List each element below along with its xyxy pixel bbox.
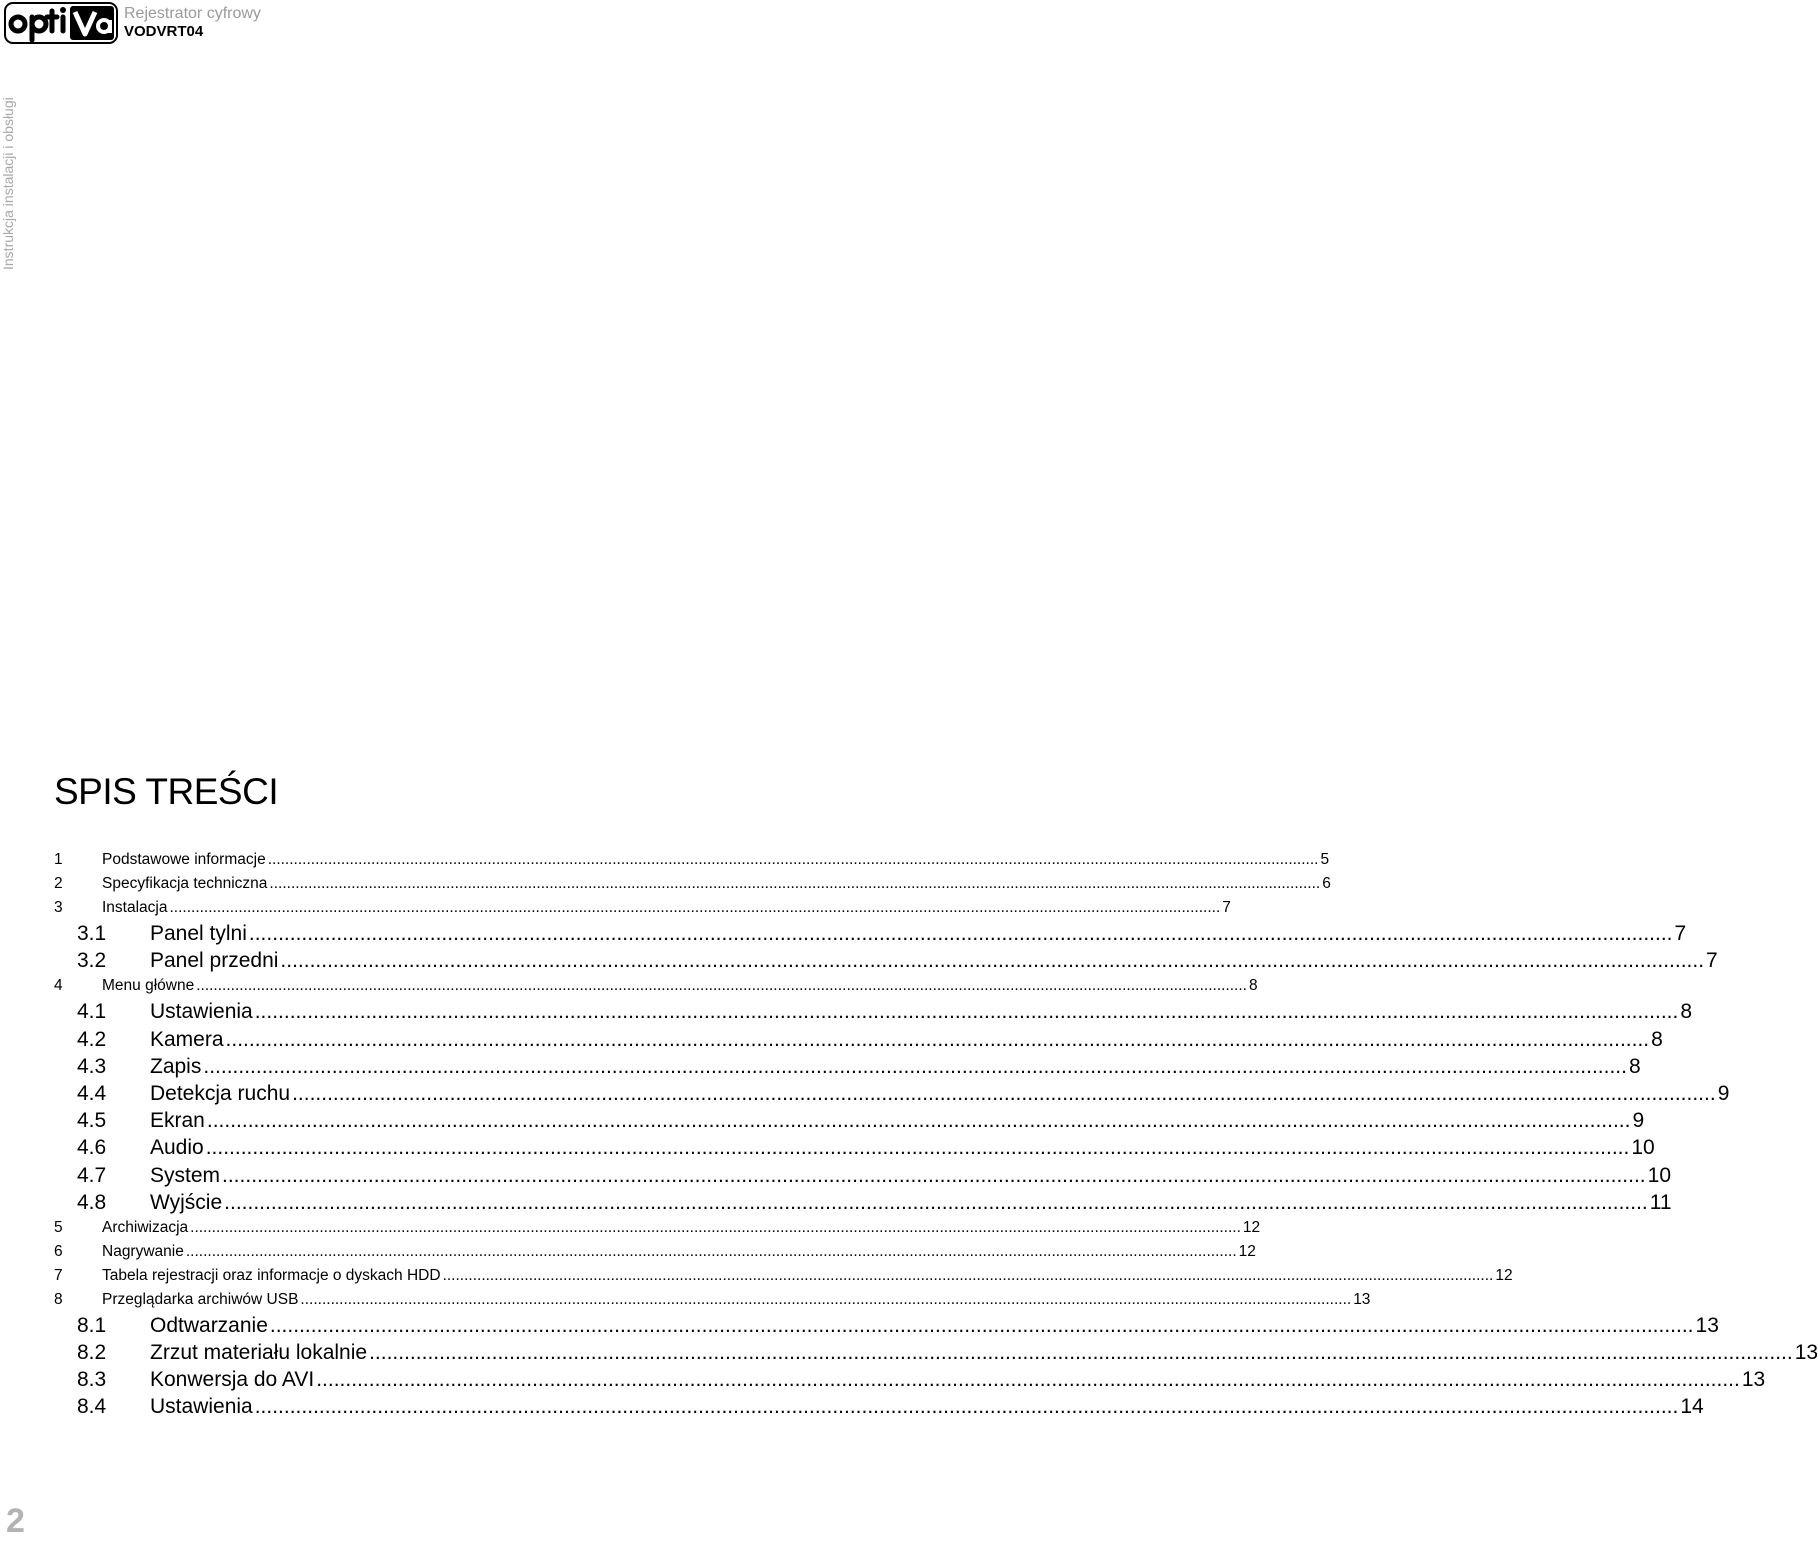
header-model: VODVRT04 [124,23,204,40]
toc-leader-dots [269,872,1320,896]
toc-leader-dots [255,998,1679,1025]
toc-leader-dots [300,1288,1351,1312]
toc-number: 8.3 [77,1368,107,1392]
toc-leader-dots [292,1080,1716,1107]
toc-entry[interactable] [54,1264,1513,1288]
toc-number: 4.5 [77,1109,107,1133]
toc-title: Menu główne [102,977,195,995]
toc-number: 7 [54,1266,63,1284]
toc-page-number: 12 [1495,1266,1513,1284]
toc-page-number: 12 [1242,1218,1261,1236]
side-label: Instrukcja instalacji i obsługi [0,97,16,270]
toc-leader-dots [190,1216,1241,1240]
toc-title: Odtwarzanie [150,1313,268,1337]
toc-page-number: 5 [1320,851,1330,868]
page-number: 2 [6,1502,25,1540]
toc-entry[interactable] [54,1216,1261,1240]
toc-entry[interactable] [54,1366,1766,1393]
page-title: SPIS TREŚCI [54,771,279,812]
toc-number: 1 [54,851,63,868]
toc-number: 8.4 [77,1395,107,1419]
toc-page-number: 8 [1651,1027,1663,1051]
toc-entry[interactable] [54,1026,1663,1053]
toc-number: 5 [54,1218,63,1236]
toc-page-number: 7 [1674,922,1687,945]
toc-leader-dots [224,1189,1648,1216]
toc-entry[interactable] [54,1107,1645,1134]
toc-title: Archiwizacja [102,1218,189,1236]
toc-number: 3.2 [77,949,107,973]
toc-leader-dots [443,1264,1494,1288]
toc-entry[interactable] [54,896,1231,920]
toc-leader-dots [316,1366,1740,1393]
toc-page-number: 7 [1222,899,1231,916]
toc-title: Panel tylni [150,922,247,945]
toc-title: Detekcja ruchu [150,1081,291,1105]
toc-title: Zrzut materiału lokalnie [150,1341,368,1365]
toc-page-number: 13 [1695,1313,1719,1337]
toc-page-number: 11 [1649,1190,1672,1214]
toc-title: Tabela rejestracji oraz informacje o dyskach HDD [102,1266,441,1284]
toc-title: System [150,1163,221,1187]
toc-page-number: 10 [1647,1163,1671,1187]
header-subtitle: Rejestrator cyfrowy [124,5,261,22]
toc-title: Kamera [150,1027,224,1051]
toc-entry[interactable] [54,1288,1371,1312]
toc-leader-dots [369,1339,1793,1366]
toc-leader-dots [268,848,1319,872]
toc-entry[interactable] [54,1393,1704,1420]
toc-leader-dots [249,920,1673,947]
toc-entry[interactable] [54,848,1330,872]
toc-title: Panel przedni [150,949,279,973]
toc-entry[interactable] [54,1240,1256,1264]
toc-page-number: 9 [1632,1109,1645,1133]
toc-title: Instalacja [102,899,168,916]
toc-entry[interactable] [54,974,1258,998]
toc-leader-dots [169,896,1220,920]
toc-entry[interactable] [54,872,1331,896]
toc-page-number: 13 [1741,1368,1766,1392]
toc-number: 6 [54,1242,63,1260]
toc-leader-dots [226,1026,1650,1053]
toc-leader-dots [196,974,1247,998]
toc-entry[interactable] [54,1339,1818,1366]
toc-entry[interactable] [54,998,1693,1025]
toc-number: 8.1 [77,1313,107,1337]
toc-title: Ustawienia [150,1000,253,1024]
toc-title: Nagrywanie [102,1242,184,1260]
optiva-logo [4,2,118,44]
toc-leader-dots [207,1107,1631,1134]
toc-page-number: 10 [1631,1136,1655,1160]
toc-number: 4.8 [77,1190,107,1214]
toc-entry[interactable] [54,920,1687,947]
toc-title: Specyfikacja techniczna [102,875,268,892]
toc-title: Konwersja do AVI [150,1368,315,1392]
toc-page-number: 13 [1353,1290,1371,1308]
toc-page-number: 8 [1628,1054,1641,1078]
toc-number: 8 [54,1290,63,1308]
toc-number: 4.4 [77,1081,107,1105]
toc-number: 8.2 [77,1341,107,1365]
toc-title: Przeglądarka archiwów USB [102,1290,299,1308]
toc-entry[interactable] [54,1162,1671,1189]
toc-title: Zapis [150,1054,202,1078]
toc-entry[interactable] [54,1053,1641,1080]
toc-entry[interactable] [54,1134,1655,1161]
toc-leader-dots [203,1053,1627,1080]
toc-entry[interactable] [54,1080,1730,1107]
toc-entry[interactable] [54,1189,1672,1216]
toc-number: 4.1 [77,1000,107,1024]
toc-entry[interactable] [54,1312,1719,1339]
toc-leader-dots [206,1134,1630,1161]
toc-title: Audio [150,1136,204,1160]
toc-number: 4.6 [77,1136,107,1160]
toc-leader-dots [186,1240,1237,1264]
toc-title: Ekran [150,1109,205,1133]
toc-leader-dots [270,1312,1694,1339]
toc-title: Podstawowe informacje [102,851,266,868]
toc-page-number: 8 [1680,1000,1693,1024]
toc-page-number: 7 [1706,949,1718,973]
toc-leader-dots [222,1162,1646,1189]
toc-number: 2 [54,875,63,892]
toc-leader-dots [255,1393,1679,1420]
toc-number: 3.1 [77,922,107,945]
toc-page-number: 8 [1248,977,1258,995]
toc-page-number: 13 [1794,1341,1818,1365]
toc-leader-dots [280,947,1704,974]
toc-page-number: 6 [1322,875,1331,892]
toc-number: 4 [54,977,63,995]
toc-page-number: 14 [1680,1395,1704,1419]
toc-title: Wyjście [150,1190,223,1214]
toc-number: 4.3 [77,1054,107,1078]
toc-page-number: 9 [1717,1081,1730,1105]
toc-number: 4.7 [77,1163,107,1187]
toc-title: Ustawienia [150,1395,253,1419]
toc-page-number: 12 [1238,1242,1256,1260]
toc-number: 3 [54,899,63,916]
toc-entry[interactable] [54,947,1718,974]
toc-number: 4.2 [77,1027,107,1051]
table-of-contents [54,848,1818,1421]
